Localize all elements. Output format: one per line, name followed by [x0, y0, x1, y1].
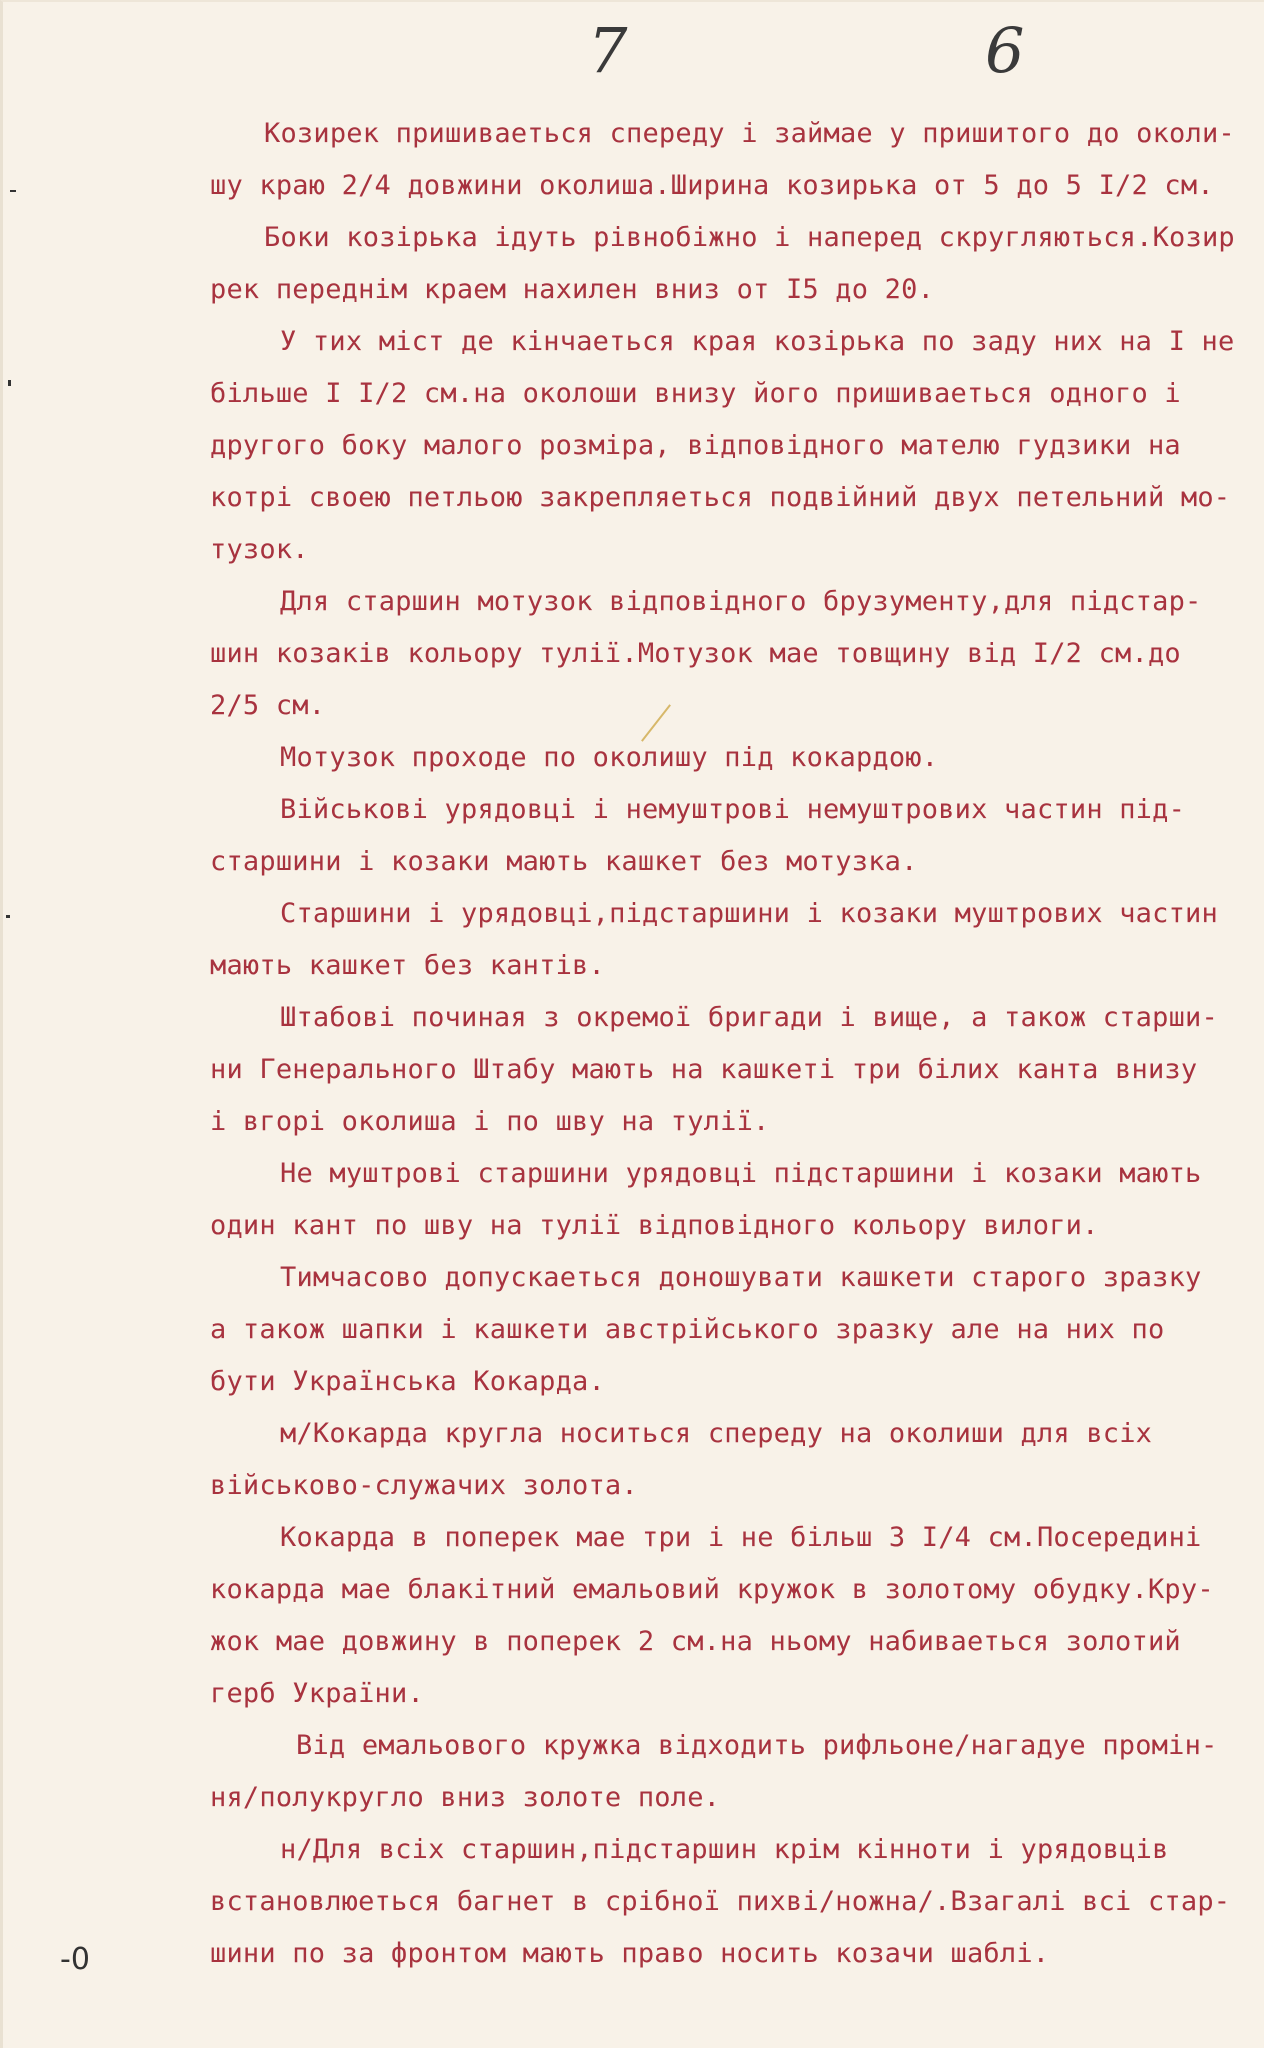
text-line: шу краю 2/4 довжини околиша.Ширина козирька от 5 до 5 I/2 см. — [210, 170, 1214, 201]
text-line: Тимчасово допускаеться доношувати кашкети старого зразку — [280, 1262, 1202, 1293]
text-line: бути Українська Кокарда. — [210, 1366, 605, 1397]
text-line: н/Для всіх старшин,підстаршин крім кінноти і урядовців — [280, 1834, 1169, 1865]
page-number-secondary: 6 — [985, 14, 1025, 87]
page-number-primary: 7 — [588, 14, 628, 87]
text-line: Штабові починая з окремої бригади і вище, а також старши- — [280, 1002, 1218, 1033]
text-line: Мотузок проходе по околишу під кокардою. — [280, 742, 939, 773]
text-line: Старшини і урядовці,підстаршини і козаки муштрових частин — [280, 898, 1218, 929]
margin-note-bottom-left: -0 — [60, 1942, 90, 1977]
margin-tick-mark — [10, 190, 16, 192]
text-line: Боки козірька ідуть рівнобіжно і наперед скругляються.Козир — [264, 222, 1235, 253]
text-line: і вгорі околиша і по шву на тулії. — [210, 1106, 770, 1137]
text-line: військово-служачих золота. — [210, 1470, 638, 1501]
text-line: один кант по шву на тулії відповідного кольору вилоги. — [210, 1210, 1099, 1241]
text-line: другого боку малого розміра, відповідного мателю гудзики на — [210, 430, 1181, 461]
text-line: герб України. — [210, 1678, 424, 1709]
text-line: шин козаків кольору тулії.Мотузок мае товщину від I/2 см.до — [210, 638, 1181, 669]
text-line: рек переднім краем нахилен вниз от I5 до 20. — [210, 274, 935, 305]
text-line: шини по за фронтом мають право носить козачи шаблі. — [210, 1938, 1050, 1969]
text-line: а також шапки і кашкети австрійського зразку але на них по — [210, 1314, 1165, 1345]
text-line: Не муштрові старшини урядовці підстаршини і козаки мають — [280, 1158, 1202, 1189]
text-line: 2/5 см. — [210, 690, 326, 721]
text-line: мають кашкет без кантів. — [210, 950, 605, 981]
text-line: ни Генерального Штабу мають на кашкеті три білих канта внизу — [210, 1054, 1198, 1085]
text-line: Від емальового кружка відходить рифльоне/нагадуе промін- — [296, 1730, 1218, 1761]
text-line: Для старшин мотузок відповідного брузументу,для підстар- — [280, 586, 1202, 617]
text-line: жок мае довжину в поперек 2 см.на ньому набиваеться золотий — [210, 1626, 1181, 1657]
margin-dot-mark — [8, 380, 11, 386]
document-body — [210, 108, 1250, 1980]
text-line: кокарда мае блакітний емальовий кружок в золотому обудку.Кру- — [210, 1574, 1214, 1605]
text-line: Козирек пришиваеться спереду і займае у пришитого до околи- — [264, 118, 1235, 149]
text-line: Військові урядовці і немуштрові немуштрових частин під- — [280, 794, 1186, 825]
text-line: котрі своею петльою закрепляеться подвійний двух петельний мо- — [210, 482, 1231, 513]
text-line: м/Кокарда кругла носиться спереду на околиши для всіх — [280, 1418, 1153, 1449]
text-line: У тих міст де кінчаеться края козірька по заду них на I не — [280, 326, 1235, 357]
text-line: встановлюеться багнет в срібної пихві/ножна/.Взагалі всі стар- — [210, 1886, 1231, 1917]
text-line: ня/полукругло вниз золоте поле. — [210, 1782, 721, 1813]
text-line: Кокарда в поперек мае три і не більш 3 I/4 см.Посередині — [280, 1522, 1202, 1553]
margin-dot-mark — [6, 915, 10, 918]
text-line: тузок. — [210, 534, 309, 565]
text-line: більше I I/2 см.на околоши внизу його пришиваеться одного і — [210, 378, 1181, 409]
text-line: старшини і козаки мають кашкет без мотузка. — [210, 846, 918, 877]
